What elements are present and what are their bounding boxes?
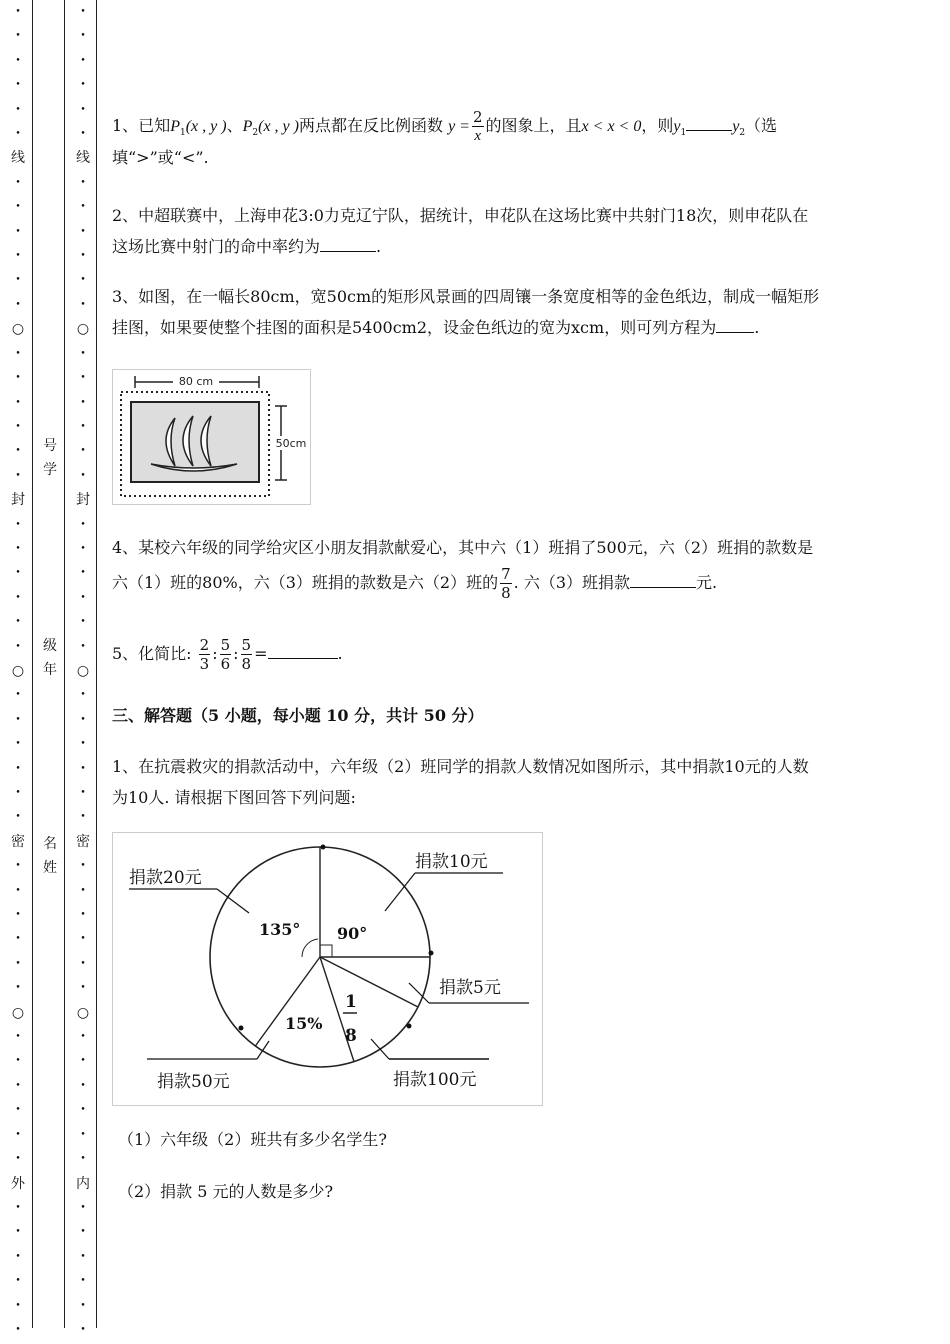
margin-dot: • bbox=[15, 519, 21, 530]
margin-dot: • bbox=[80, 397, 86, 408]
margin-dot: • bbox=[15, 690, 21, 701]
margin-mark: 密 bbox=[11, 833, 25, 850]
margin-dot: • bbox=[15, 421, 21, 432]
margin-mark: 密 bbox=[76, 833, 90, 850]
margin-dot: • bbox=[80, 1032, 86, 1043]
margin-dot: • bbox=[15, 1300, 21, 1311]
margin-rule-right bbox=[96, 0, 97, 1328]
margin-dot: • bbox=[15, 934, 21, 945]
margin-dot: • bbox=[15, 1105, 21, 1116]
margin-dot: • bbox=[80, 1154, 86, 1165]
margin-dot: • bbox=[80, 251, 86, 262]
margin-mark: 内 bbox=[76, 1175, 90, 1192]
margin-dot: • bbox=[15, 251, 21, 262]
answer-blank[interactable] bbox=[716, 332, 754, 333]
margin-dot: • bbox=[15, 958, 21, 969]
question-4: 4、某校六年级的同学给灾区小朋友捐款献爱心，其中六（1）班捐了500元，六（2）班捐的款数是 六（1）班的80%，六（3）班捐的款数是六（2）班的 $\frac{7}{8}$ . 六（3）班捐款 元. bbox=[112, 538, 814, 602]
margin-dot: • bbox=[15, 1251, 21, 1262]
margin-dot: • bbox=[80, 129, 86, 140]
subquestion-2: （2）捐款 5 元的人数是多少? bbox=[118, 1182, 334, 1201]
margin-dot: • bbox=[80, 519, 86, 530]
margin-dot: • bbox=[80, 446, 86, 457]
margin-dot: • bbox=[80, 763, 86, 774]
margin-dot: • bbox=[80, 1227, 86, 1238]
field-label-name: 名姓 bbox=[43, 836, 57, 876]
margin-dot: • bbox=[80, 861, 86, 872]
margin-dot: • bbox=[15, 129, 21, 140]
margin-dot: • bbox=[80, 617, 86, 628]
margin-dot: • bbox=[80, 1251, 86, 1262]
margin-dot: • bbox=[80, 177, 86, 188]
margin-dot: • bbox=[80, 1080, 86, 1091]
rim-dot bbox=[321, 845, 326, 850]
figure-height-label: 50cm bbox=[275, 437, 307, 450]
margin-dot: • bbox=[15, 177, 21, 188]
outer-dotted-column bbox=[8, 0, 28, 1342]
margin-dot: • bbox=[15, 568, 21, 579]
margin-mark: ○ bbox=[76, 1004, 90, 1021]
margin-dot: • bbox=[15, 1032, 21, 1043]
margin-dot: • bbox=[15, 910, 21, 921]
margin-dot: • bbox=[15, 1080, 21, 1091]
q4-fraction: $\frac{7}{8}$ bbox=[501, 565, 511, 602]
q1-fraction: $\frac{2}{x}$ bbox=[472, 108, 483, 144]
margin-dot: • bbox=[80, 592, 86, 603]
solution-question-1: 1、在抗震救灾的捐款活动中，六年级（2）班同学的捐款人数情况如图所示，其中捐款10元的人数 为10人. 请根据下图回答下列问题: bbox=[112, 757, 809, 807]
slice-value-20: 135° bbox=[259, 920, 301, 939]
label-5-yuan: 捐款5元 bbox=[439, 978, 501, 998]
framed-painting-figure bbox=[112, 369, 311, 505]
margin-dot: • bbox=[80, 1129, 86, 1140]
margin-dot: • bbox=[15, 202, 21, 213]
margin-dot: • bbox=[15, 7, 21, 17]
margin-dot: • bbox=[15, 299, 21, 310]
margin-dot: • bbox=[15, 275, 21, 286]
margin-dot: • bbox=[15, 1202, 21, 1213]
margin-dot: • bbox=[80, 470, 86, 481]
subquestion-1: （1）六年级（2）班共有多少名学生? bbox=[118, 1130, 387, 1149]
margin-dot: • bbox=[80, 202, 86, 213]
answer-blank[interactable] bbox=[320, 251, 376, 252]
pie-chart-svg bbox=[113, 833, 542, 1105]
margin-mark: ○ bbox=[11, 1004, 25, 1021]
rim-dot bbox=[407, 1024, 412, 1029]
field-label-grade: 级年 bbox=[43, 638, 57, 678]
margin-dot: • bbox=[15, 397, 21, 408]
margin-dot: • bbox=[80, 80, 86, 91]
margin-dot: • bbox=[15, 1227, 21, 1238]
margin-dot: • bbox=[80, 1202, 86, 1213]
slice-frac-den: 8 bbox=[345, 1026, 357, 1046]
margin-mark: 封 bbox=[76, 492, 90, 509]
inner-dotted-column bbox=[73, 0, 93, 1342]
label-20-yuan: 捐款20元 bbox=[129, 868, 202, 888]
section-3-heading: 三、解答题（5 小题，每小题 10 分，共计 50 分） bbox=[112, 706, 484, 725]
margin-mark: ○ bbox=[76, 321, 90, 338]
slice-value-50: 15% bbox=[285, 1014, 323, 1033]
margin-dot: • bbox=[15, 373, 21, 384]
margin-dot: • bbox=[80, 543, 86, 554]
margin-dot: • bbox=[80, 885, 86, 896]
margin-dot: • bbox=[80, 373, 86, 384]
margin-dot: • bbox=[15, 812, 21, 823]
margin-rule-mid bbox=[64, 0, 65, 1328]
margin-dot: • bbox=[80, 1276, 86, 1287]
margin-dot: • bbox=[15, 1056, 21, 1067]
margin-dot: • bbox=[15, 763, 21, 774]
margin-dot: • bbox=[15, 1324, 21, 1335]
margin-dot: • bbox=[80, 641, 86, 652]
margin-dot: • bbox=[80, 788, 86, 798]
margin-dot: • bbox=[15, 592, 21, 603]
margin-mark: ○ bbox=[11, 662, 25, 679]
margin-dot: • bbox=[15, 348, 21, 359]
margin-dot: • bbox=[80, 104, 86, 115]
margin-mark: 外 bbox=[11, 1175, 25, 1192]
margin-dot: • bbox=[80, 568, 86, 579]
margin-dot: • bbox=[15, 739, 21, 750]
question-5: 5、化简比: $\frac{2}{3}$ : $\frac{5}{6}$ : $\frac{5}{8}$ = . bbox=[112, 636, 343, 673]
margin-dot: • bbox=[80, 421, 86, 432]
question-2: 2、中超联赛中，上海申花3:0力克辽宁队，据统计，申花队在这场比赛中共射门18次，则申花队在 这场比赛中射门的命中率约为 . bbox=[112, 206, 809, 256]
margin-dot: • bbox=[15, 55, 21, 66]
margin-dot: • bbox=[80, 348, 86, 359]
margin-dot: • bbox=[15, 983, 21, 994]
margin-mark: 封 bbox=[11, 492, 25, 509]
answer-blank[interactable] bbox=[268, 658, 338, 659]
label-50-yuan: 捐款50元 bbox=[157, 1072, 230, 1092]
margin-dot: • bbox=[80, 1105, 86, 1116]
margin-dot: • bbox=[15, 543, 21, 554]
slice-value-10: 90° bbox=[337, 924, 368, 943]
margin-dot: • bbox=[15, 104, 21, 115]
binding-margin bbox=[0, 0, 100, 1344]
margin-dot: • bbox=[80, 739, 86, 750]
margin-dot: • bbox=[15, 470, 21, 481]
figure-width-label: 80 cm bbox=[178, 375, 214, 388]
margin-dot: • bbox=[80, 31, 86, 42]
margin-dot: • bbox=[15, 31, 21, 42]
margin-dot: • bbox=[15, 1276, 21, 1287]
margin-dot: • bbox=[80, 812, 86, 823]
margin-dot: • bbox=[80, 226, 86, 237]
painting-illustration bbox=[113, 370, 310, 504]
margin-dot: • bbox=[80, 958, 86, 969]
margin-dot: • bbox=[80, 934, 86, 945]
margin-dot: • bbox=[80, 299, 86, 310]
donation-pie-chart bbox=[112, 832, 543, 1106]
margin-dot: • bbox=[80, 983, 86, 994]
question-3: 3、如图，在一幅长80cm，宽50cm的矩形风景画的四周镶一条宽度相等的金色纸边，制成一幅矩形 挂图，如果要使整个挂图的面积是5400cm2，设金色纸边的宽为xcm，则可列方程为 . bbox=[112, 287, 820, 337]
margin-mark: ○ bbox=[76, 662, 90, 679]
margin-dot: • bbox=[15, 861, 21, 872]
rim-dot bbox=[429, 951, 434, 956]
margin-mark: 线 bbox=[11, 150, 25, 167]
margin-dot: • bbox=[80, 910, 86, 921]
question-1: 1、已知$P_1(x$ , y )、$P_2(x$ , y )两点都在反比例函数 y = $\frac{2}{x}$ 的图象上，且x < x < 0，则$y_1$ $y_2$（选 填“>”或“<”. bbox=[112, 108, 778, 167]
answer-blank[interactable] bbox=[630, 587, 696, 588]
margin-dot: • bbox=[80, 1056, 86, 1067]
margin-dot: • bbox=[80, 275, 86, 286]
margin-dot: • bbox=[15, 788, 21, 798]
margin-dot: • bbox=[80, 55, 86, 66]
label-10-yuan: 捐款10元 bbox=[415, 852, 488, 872]
margin-dot: • bbox=[15, 226, 21, 237]
label-100-yuan: 捐款100元 bbox=[393, 1070, 477, 1090]
margin-dot: • bbox=[15, 714, 21, 725]
answer-blank[interactable] bbox=[686, 130, 732, 131]
margin-mark: 线 bbox=[76, 150, 90, 167]
margin-mark: ○ bbox=[11, 321, 25, 338]
margin-dot: • bbox=[80, 714, 86, 725]
margin-dot: • bbox=[15, 885, 21, 896]
rim-dot bbox=[239, 1026, 244, 1031]
margin-dot: • bbox=[15, 617, 21, 628]
margin-dot: • bbox=[15, 1129, 21, 1140]
margin-rule-left bbox=[32, 0, 33, 1328]
margin-dot: • bbox=[80, 1324, 86, 1335]
margin-dot: • bbox=[80, 7, 86, 17]
field-label-student-id: 号学 bbox=[43, 438, 57, 478]
margin-dot: • bbox=[15, 446, 21, 457]
margin-dot: • bbox=[15, 80, 21, 91]
margin-dot: • bbox=[15, 641, 21, 652]
margin-dot: • bbox=[80, 1300, 86, 1311]
margin-dot: • bbox=[80, 690, 86, 701]
slice-frac-num: 1 bbox=[345, 992, 357, 1012]
margin-dot: • bbox=[15, 1154, 21, 1165]
